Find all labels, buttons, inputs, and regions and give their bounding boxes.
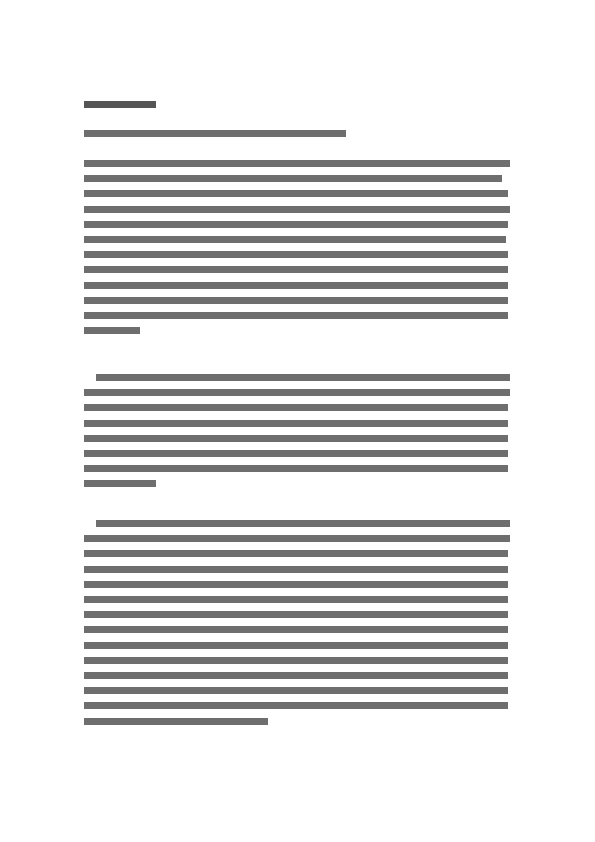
text-line [84,535,510,542]
text-line [84,160,510,167]
text-line [84,581,508,588]
text-line [96,520,510,527]
text-line [84,672,508,679]
text-line [84,435,508,442]
text-line [84,718,268,725]
text-line [84,702,508,709]
text-line [84,236,506,243]
text-line [84,687,508,694]
text-line [84,642,508,649]
text-line [84,101,156,108]
text-line [84,389,510,396]
text-line [84,312,508,319]
text-line [84,450,508,457]
text-line [84,465,508,472]
text-line [84,282,508,289]
text-line [84,550,508,557]
text-line [84,566,508,573]
text-line [84,206,510,213]
text-line [84,266,508,273]
text-line [84,596,508,603]
text-line [84,297,508,304]
text-line [84,480,156,487]
text-line [84,420,508,427]
text-line [84,251,508,258]
text-line [84,657,508,664]
text-line [84,611,508,618]
text-line [84,404,508,411]
text-line [84,175,502,182]
text-line [84,221,508,228]
text-line [84,626,508,633]
text-line [84,130,346,137]
text-line [96,374,510,381]
text-line [84,190,508,197]
text-line [84,327,140,334]
